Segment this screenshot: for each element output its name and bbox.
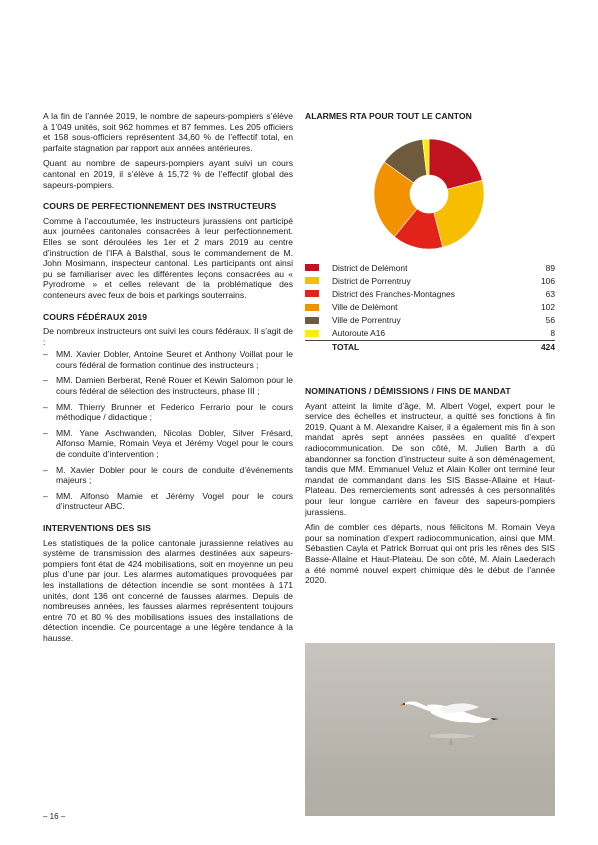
legend-row (305, 327, 555, 340)
paragraph-interventions: Les statistiques de la police cantonale jurassienne relatives au système de transmission des alarmes destinées aux sapeurs-pompiers font état de 424 mobilisations, soit en moyenne un peu plus d’une par jour. Les alarmes automatiques provoquées par les installations de détection incendie se sont montées à 171 unités, dont 136 ont concerné de fausses alarmes. Depuis de nombreuses années, les fausses alarmes représentent toujours entre 70 et 80 % des mobilisations issues des installations de détection incendie. Ce pourcentage a une légère tendance à la hausse. (43, 537, 293, 643)
paragraph-nominations: Afin de combler ces départs, nous félicitons M. Romain Veya pour sa nomination d’expert radiocommunication, ainsi que MM. Sébastien Cayla et Patrick Borruat qui ont pris les rênes des SIS Basse-Allaine et Haut-Plateau. De son côté, M. Alain Laederach a été nommé nouvel expert chimique dès le début de l’année 2020. (305, 522, 555, 586)
total-value: 424 (515, 340, 555, 353)
left-column (43, 111, 293, 644)
total-row (305, 340, 555, 353)
chart-title: ALARMES RTA POUR TOUT LE CANTON (305, 111, 472, 121)
instructors-list (43, 349, 293, 512)
list-item: – MM. Damien Berberat, René Rouer et Kewin Salomon pour le cours fédéral de sélection des instructeurs, phase III ; (43, 375, 293, 396)
legend-swatch (305, 277, 319, 284)
legend-row (305, 261, 555, 274)
list-item: – M. Xavier Dobler pour le cours de conduite d’événements majeurs ; (43, 465, 293, 486)
list-item: – MM. Yane Aschwanden, Nicolas Dobler, Silver Frésard, Alfonso Mamie, Romain Veya et Jérémy Vogel pour le cours de conduite d’intervention ; (43, 428, 293, 460)
legend-label: Ville de Porrentruy (332, 315, 401, 326)
paragraph-perfectionnement: Comme à l’accoutumée, les instructeurs jurassiens ont participé aux journées cantonales consacrées à leur perfectionnement. Elles se sont déroulées les 1er et 2 mars 2019 au centre d’instruction de l’IFA à Balsthal, sous le commandement de M. John Mosimann, inspecteur cantonal. Les participants ont ainsi pu se familiariser avec les différentes leçons consacrées au « Pyrodrome » et celles relevant de la problématique des conteneurs avec feux de bois et parkings souterrains. (43, 215, 293, 300)
legend-row (305, 301, 555, 314)
legend-label: District de Porrentruy (332, 275, 411, 286)
legend-label: Ville de Delémont (332, 302, 398, 313)
heading-interventions: INTERVENTIONS DES SIS (43, 523, 151, 533)
swan-photo (305, 643, 555, 816)
heading-cours-federaux: COURS FÉDÉRAUX 2019 (43, 311, 148, 322)
legend-label: District de Delémont (332, 262, 408, 273)
list-item: – MM. Xavier Dobler, Antoine Seuret et Anthony Voillat pour le cours fédéral de formation continue des instructeurs ; (43, 349, 293, 370)
paragraph-cours-cantonal: Quant au nombre de sapeurs-pompiers ayant suivi un cours cantonal en 2019, il s’élève à 15,72 % de l’effectif global des sapeurs-pompiers. (43, 158, 293, 190)
heading-nominations: NOMINATIONS / DÉMISSIONS / FINS DE MANDAT (305, 386, 511, 396)
legend-value: 102 (541, 302, 555, 313)
legend-value: 106 (541, 275, 555, 286)
list-item: – MM. Thierry Brunner et Federico Ferrario pour le cours méthodique / didactique ; (43, 402, 293, 423)
legend-row (305, 287, 555, 300)
total-label: TOTAL (332, 340, 515, 353)
legend-swatch (305, 264, 319, 271)
legend-label: District des Franches-Montagnes (332, 288, 455, 299)
legend-row (305, 314, 555, 327)
alarm-donut-chart (373, 138, 485, 250)
legend-value: 89 (545, 262, 555, 273)
legend-row (305, 274, 555, 287)
paragraph-effectif: A la fin de l’année 2019, le nombre de sapeurs-pompiers s’élève à 1’049 unités, soit 962 hommes et 87 femmes. Les 205 officiers et 158 sous-officiers représentent 34,60 % de l’effectif total, en parfaite stagnation par rapport aux années antérieures. (43, 111, 293, 153)
legend-swatch (305, 304, 319, 311)
legend-swatch (305, 317, 319, 324)
legend-value: 56 (545, 315, 555, 326)
right-column (305, 386, 555, 586)
legend-label: Autoroute A16 (332, 328, 386, 339)
page-number: – 16 – (43, 812, 66, 821)
legend-value: 8 (550, 328, 555, 339)
paragraph-departs: Ayant atteint la limite d’âge, M. Albert Vogel, expert pour le service des échelles et instructeur, a quitté ses fonctions à fin 2019. Quant à M. Alexandre Kaiser, il a également mis fin à son mandat après sept années passées en qualité d’expert radiocommunication. De son côté, M. Julien Barth a dû abandonner sa fonction d’instructeur suite à son déménagement, tandis que MM. Emmanuel Veluz et Alain Koller ont terminé leur mandat de commandant dans les SIS Basse-Allaine et Haut-Plateau. Des remerciements sont adressés à ces personnalités pour leur longue carrière en faveur des sapeurs-pompiers jurassiens. (305, 400, 555, 517)
paragraph-cours-federaux-intro: De nombreux instructeurs ont suivi les cours fédéraux. Il s’agit de : (43, 326, 293, 347)
donut-slice (434, 180, 484, 247)
legend-value: 63 (545, 288, 555, 299)
legend-swatch (305, 290, 319, 297)
chart-legend-table (305, 261, 555, 353)
donut-slice (429, 139, 482, 189)
list-item: – MM. Alfonso Mamie et Jérémy Vogel pour le cours d’instructeur ABC. (43, 491, 293, 512)
heading-perfectionnement: COURS DE PERFECTIONNEMENT DES INSTRUCTEURS (43, 201, 277, 212)
legend-swatch (305, 330, 319, 337)
